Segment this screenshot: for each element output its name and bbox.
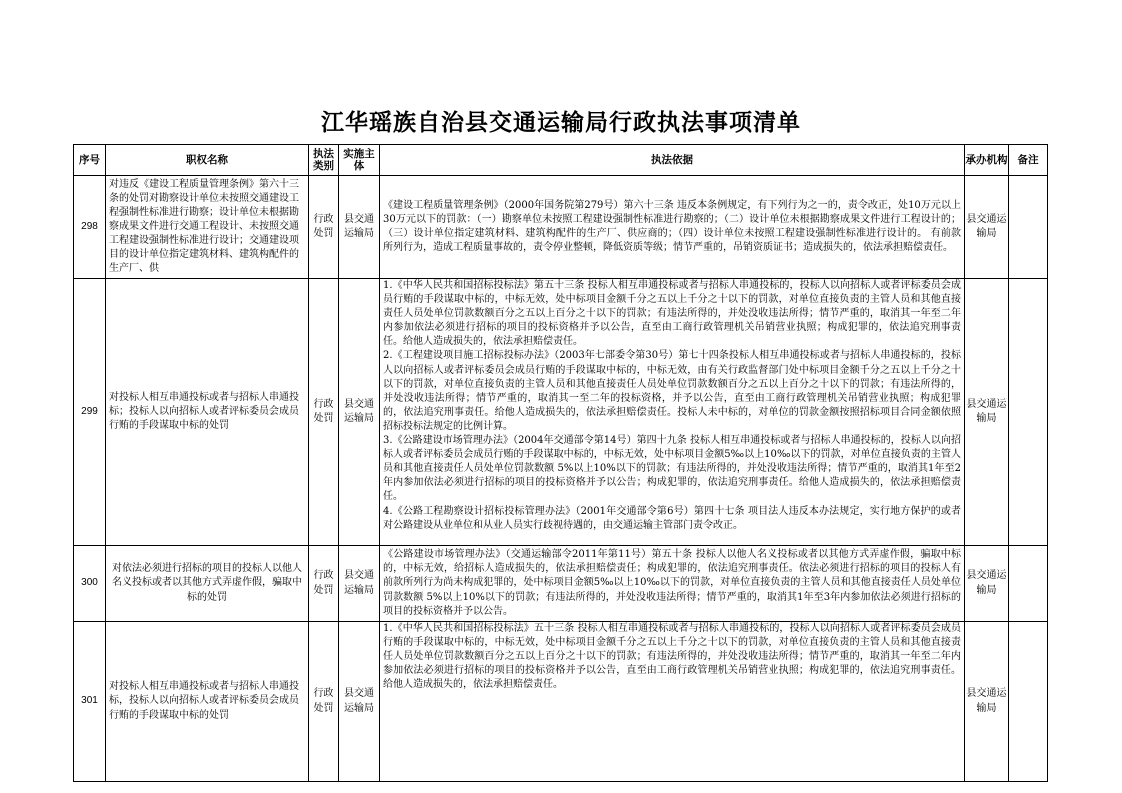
row-name-text: 对违反《建设工程质量管理条例》第六十三条的处罚对勘察设计单位未按照交通建设工程强制性标准进行勘察；设计单位未根据勘察成果文件进行交通工程设计、未按照交通工程建设强制性标准进行设计；交通建设项目的设计单位指定建筑材料、建筑构配件的生产厂、供 [109,178,299,275]
row-seq: 298 [74,176,106,279]
row-subject: 县交通运输局 [339,546,380,622]
row-agency: 县交通运输局 [965,176,1009,279]
row-agency: 县交通运输局 [965,622,1009,782]
enforcement-table-container [73,144,1048,721]
table-row [74,546,1048,622]
row-name: 对依法必须进行招标的项目的投标人以他人名义投标或者以其他方式弄虚作假，骗取中标的处罚 [106,546,309,622]
row-name [106,176,309,279]
basis-paragraph: 《建设工程质量管理条例》（2000年国务院第279号）第六十三条 违反本条例规定，有下列行为之一的，责令改正，处10万元以上30万元以下的罚款：（一）勘察单位未按照工程建设强制性标准进行勘察的；（二）设计单位未根据勘察成果文件进行工程设计的；（三）设计单位指定建筑材料、建筑构配件的生产厂、供应商的；（四）设计单位未按照工程建设强制性标准进行设计的。 有前款所列行为，造成工程质量事故的，责令停业整顿，降低资质等级；情节严重的，吊销资质证书；造成损失的，依法承担赔偿责任。 [383,199,961,254]
header-remark: 备注 [1009,145,1048,176]
row-name: 对投标人相互串通投标或者与招标人串通投标；投标人以向招标人或者评标委员会成员行贿的手段谋取中标的处罚 [106,279,309,546]
row-basis [380,546,965,622]
row-category: 行政处罚 [309,546,339,622]
row-basis [380,279,965,546]
basis-paragraph: 《公路建设市场管理办法》（交通运输部令2011年第11号）第五十条 投标人以他人名义投标或者以其他方式弄虚作假，骗取中标的，中标无效，给招标人造成损失的，依法承担赔偿责任；构成犯罪的，依法追究刑事责任。依法必须进行招标的项目的投标人有前款所列行为尚未构成犯罪的，处中标项目金额5‰以上10‰以下的罚款，对单位直接负责的主管人员和其他直接责任人员处单位罚款数额 5%以上10%以下的罚款；有违法所得的，并处没收违法所得；情节严重的，取消其1年至3年内参加依法必须进行招标的项目的投标资格并予以公告。 [383,549,961,617]
row-seq: 299 [74,279,106,546]
page-title: 江华瑶族自治县交通运输局行政执法事项清单 [321,110,801,136]
row-name: 对投标人相互串通投标或者与招标人串通投标，投标人以向招标人或者评标委员会成员行贿的手段谋取中标的处罚 [106,622,309,782]
header-name: 职权名称 [106,145,309,176]
row-name-clip [109,178,305,277]
row-agency: 县交通运输局 [965,279,1009,546]
row-basis [380,622,965,782]
row-category: 行政处罚 [309,279,339,546]
header-agency: 承办机构 [965,145,1009,176]
header-subject: 实施主体 [339,145,380,176]
basis-paragraph: 1.《中华人民共和国招标投标法》第五十三条 投标人相互串通投标或者与招标人串通投标的，投标人以向招标人或者评标委员会成员行贿的手段谋取中标的，中标无效，处中标项目金额千分之五以上千分之十以下的罚款，对单位直接负责的主管人员和其他直接责任人员处单位罚款数额百分之五以上百分之十以下的罚款；有违法所得的，并处没收违法所得；情节严重的，取消其一年至二年内参加依法必须进行招标的项目的投标资格并予以公告，直至由工商行政管理机关吊销营业执照；构成犯罪的，依法追究刑事责任。给他人造成损失的，依法承担赔偿责任。 [383,280,961,348]
row-agency: 县交通运输局 [965,546,1009,622]
table-header-row [74,145,1048,176]
row-seq: 301 [74,622,106,782]
row-subject: 县交通运输局 [339,176,380,279]
row-remark [1009,176,1048,279]
table-row [74,176,1048,279]
basis-paragraph: 1.《中华人民共和国招标投标法》五十三条 投标人相互串通投标或者与招标人串通投标的，投标人以向招标人或者评标委员会成员行贿的手段谋取中标的，中标无效，处中标项目金额千分之五以上千分之十以下的罚款，对单位直接负责的主管人员和其他直接责任人员处单位罚款数额百分之五以上百分之十以下的罚款；有违法所得的，并处没收违法所得；情节严重的，取消其一年至二年内参加依法必须进行招标的项目的投标资格并予以公告，直至由工商行政管理机关吊销营业执照；构成犯罪的，依法追究刑事责任。给他人造成损失的，依法承担赔偿责任。 [383,623,961,691]
header-basis: 执法依据 [380,145,965,176]
row-remark [1009,546,1048,622]
row-subject: 县交通运输局 [339,622,380,782]
row-remark [1009,279,1048,546]
row-remark [1009,622,1048,782]
header-seq: 序号 [74,145,106,176]
basis-paragraph: 4.《公路工程勘察设计招标投标管理办法》（2001年交通部令第6号）第四十七条 项目法人违反本办法规定，实行地方保护的或者对公路建设从业单位和从业人员实行歧视待遇的，由交通运输主管部门责令改正。 [383,505,961,531]
basis-paragraph: 2.《工程建设项目施工招标投标办法》（2003年七部委令第30号）第七十四条投标人相互串通投标或者与招标人串通投标的，投标人以向招标人或者评标委员会成员行贿的手段谋取中标的，中标无效，由有关行政监督部门处中标项目金额千分之五以上千分之十以下的罚款，对单位直接负责的主管人员和其他直接责任人员处单位罚款数额百分之五以上百分之十以下的罚款；有违法所得的，并处没收违法所得；情节严重的，取消其一至二年的投标资格，并予以公告，直至由工商行政管理机关吊销营业执照；构成犯罪的，依法追究刑事责任。给他人造成损失的，依法承担赔偿责任。投标人未中标的，对单位的罚款金额按照招标项目合同金额依照招标投标法规定的比例计算。 [383,350,961,432]
row-seq: 300 [74,546,106,622]
row-category: 行政处罚 [309,622,339,782]
row-subject: 县交通运输局 [339,279,380,546]
table-row [74,622,1048,782]
row-basis [380,176,965,279]
table-row [74,279,1048,546]
row-category: 行政处罚 [309,176,339,279]
enforcement-table [73,144,1048,782]
header-category: 执法类别 [309,145,339,176]
basis-paragraph: 3.《公路建设市场管理办法》（2004年交通部令第14号）第四十九条 投标人相互串通投标或者与招标人串通投标的，投标人以向招标人或者评标委员会成员行贿的手段谋取中标的，中标无效，处中标项目金额5‰以上10‰以下的罚款，对单位直接负责的主管人员和其他直接责任人员处单位罚款数额 5%以上10%以下的罚款；有违法所得的，并处没收违法所得；情节严重的，取消其1年至2年内参加依法必须进行招标的项目的投标资格并予以公告；构成犯罪的，依法追究刑事责任。给他人造成损失的，依法承担赔偿责任。 [383,435,961,503]
